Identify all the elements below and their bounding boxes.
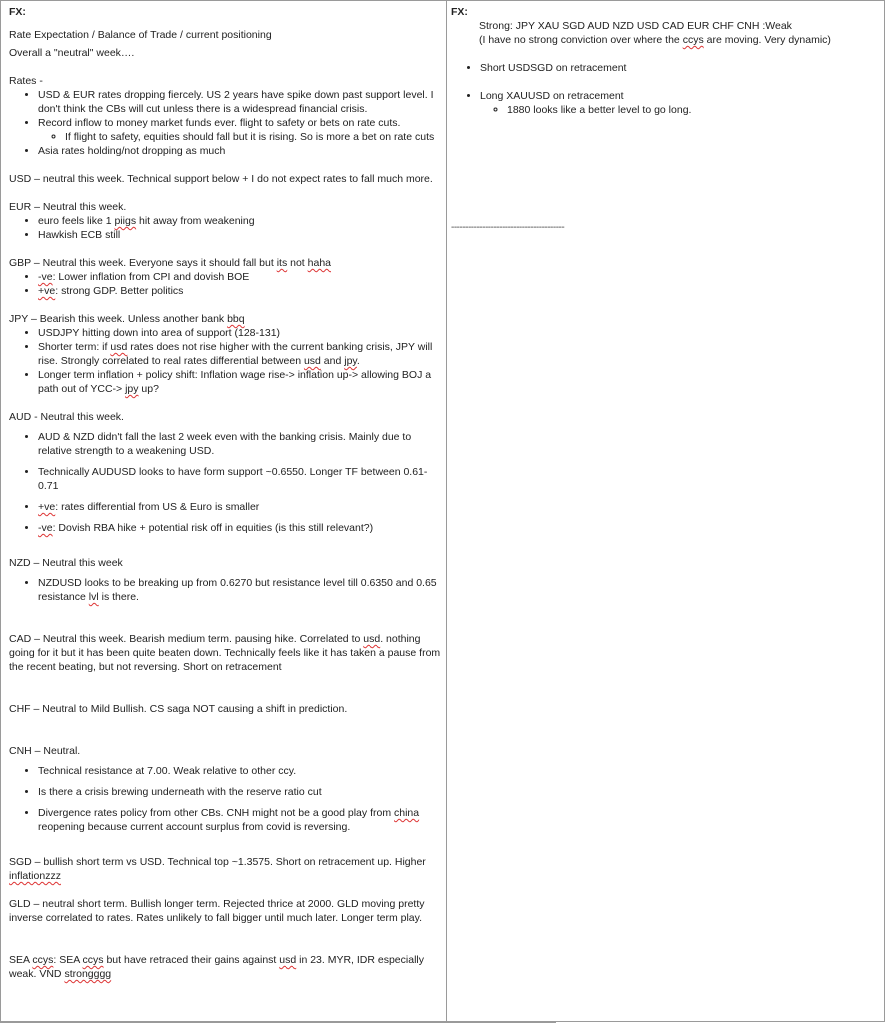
sgd-text: SGD – bullish short term vs USD. Technical top ~1.3575. Short on retracement up. Higher inflationzzz [9,856,426,882]
rates-heading: Rates - [9,75,43,87]
trade-sublist [480,103,885,117]
nzd-list [9,576,446,604]
list-item: • Longer term inflation + policy shift: Inflation wage rise-> inflation up-> allowing BOJ a path out of YCC-> jpy up? [38,368,446,396]
list-item: • Shorter term: if usd rates does not rise higher with the current banking crisis, JPY will rise. Strongly correlated to real rates differential between usd and jpy. [38,340,446,368]
rates-sub-bullet: If flight to safety, equities should fall but it is rising. So is more a bet on rate cuts [65,131,435,143]
doc-title: Rate Expectation / Balance of Trade / current positioning [9,29,272,41]
list-item [38,88,446,116]
list-item: ◦ 1880 looks like a better level to go long. [507,103,885,117]
cad-text: CAD – Neutral this week. Bearish medium term. pausing hike. Correlated to usd. nothing going for it but it has been quite beaten down. Technically feels like it has taken a pause from the recent beating, but not reversing. Short on retracement [9,633,441,673]
list-item: • Short USDSGD on retracement [480,61,885,75]
rates-bullet-2: Record inflow to money market funds ever. flight to safety or bets on rate cuts. [38,117,401,129]
list-item: • USDJPY hitting down into area of support (128-131) [38,326,446,340]
list-item: • Long XAUUSD on retracement ◦ 1880 looks like a better level to go long. [480,89,885,117]
rates-bullet-3: Asia rates holding/not dropping as much [38,145,226,157]
list-item: • AUD & NZD didn't fall the last 2 week even with the banking crisis. Mainly due to relative strength to a weakening USD. [38,430,446,458]
trades-list-2 [451,89,885,117]
list-item [38,116,446,144]
gbp-heading: GBP – Neutral this week. Everyone says it should fall but its not haha [9,257,331,269]
list-item: • NZDUSD looks to be breaking up from 0.6270 but resistance level till 0.6350 and 0.65 resistance lvl is there. [38,576,446,604]
list-item: • Divergence rates policy from other CBs. CNH might not be a good play from china reopening because current account surplus from covid is reversing. [38,806,446,834]
bottom-border [0,1022,556,1023]
rates-sublist [38,130,446,144]
list-item: • euro feels like 1 piigs hit away from weakening [38,214,446,228]
list-item: • +ve: strong GDP. Better politics [38,284,446,298]
jpy-list [9,326,446,396]
left-header: FX: [9,6,26,18]
jpy-heading: JPY – Bearish this week. Unless another bank bbq [9,313,245,325]
conviction-note: (I have no strong conviction over where the ccys are moving. Very dynamic) [479,34,831,46]
gbp-list [9,270,446,298]
list-item: • Hawkish ECB still [38,228,446,242]
aud-heading: AUD - Neutral this week. [9,411,124,423]
list-item [38,144,446,158]
sea-text: SEA ccys: SEA ccys but have retraced their gains against usd in 23. MYR, IDR especially weak. VND strongggg [9,954,424,980]
gld-text: GLD – neutral short term. Bullish longer term. Rejected thrice at 2000. GLD moving pretty inverse correlated to rates. Rates unlikely to fall bigger until much later. Longer term play. [9,898,425,924]
list-item: • Is there a crisis brewing underneath with the reserve ratio cut [38,785,446,799]
rates-bullet-1: USD & EUR rates dropping fiercely. US 2 years have spike down past support level. I don't think the CBs will cut unless there is a widespread financial crisis. [38,89,434,115]
rates-list [9,88,446,158]
right-column [447,1,885,1021]
divider: ---------------------------------------- [451,222,565,233]
strength-ranking: Strong: JPY XAU SGD AUD NZD USD CAD EUR CHF CNH :Weak [479,20,792,32]
left-column [1,1,447,1021]
trades-list [451,61,885,75]
overall-text: Overall a "neutral" week…. [9,47,135,59]
eur-heading: EUR – Neutral this week. [9,201,127,213]
list-item: • Technical resistance at 7.00. Weak relative to other ccy. [38,764,446,778]
cnh-list [9,764,446,834]
list-item [65,130,446,144]
list-item: • Technically AUDUSD looks to have form support ~0.6550. Longer TF between 0.61-0.71 [38,465,446,493]
usd-text: USD – neutral this week. Technical support below + I do not expect rates to fall much more. [9,173,433,185]
cnh-heading: CNH – Neutral. [9,745,81,757]
nzd-heading: NZD – Neutral this week [9,557,123,569]
list-item: • -ve: Lower inflation from CPI and dovish BOE [38,270,446,284]
eur-list [9,214,446,242]
list-item: • -ve: Dovish RBA hike + potential risk off in equities (is this still relevant?) [38,521,446,535]
aud-list [9,430,446,535]
right-header: FX: [451,6,468,18]
chf-text: CHF – Neutral to Mild Bullish. CS saga NOT causing a shift in prediction. [9,703,348,715]
list-item: • +ve: rates differential from US & Euro is smaller [38,500,446,514]
